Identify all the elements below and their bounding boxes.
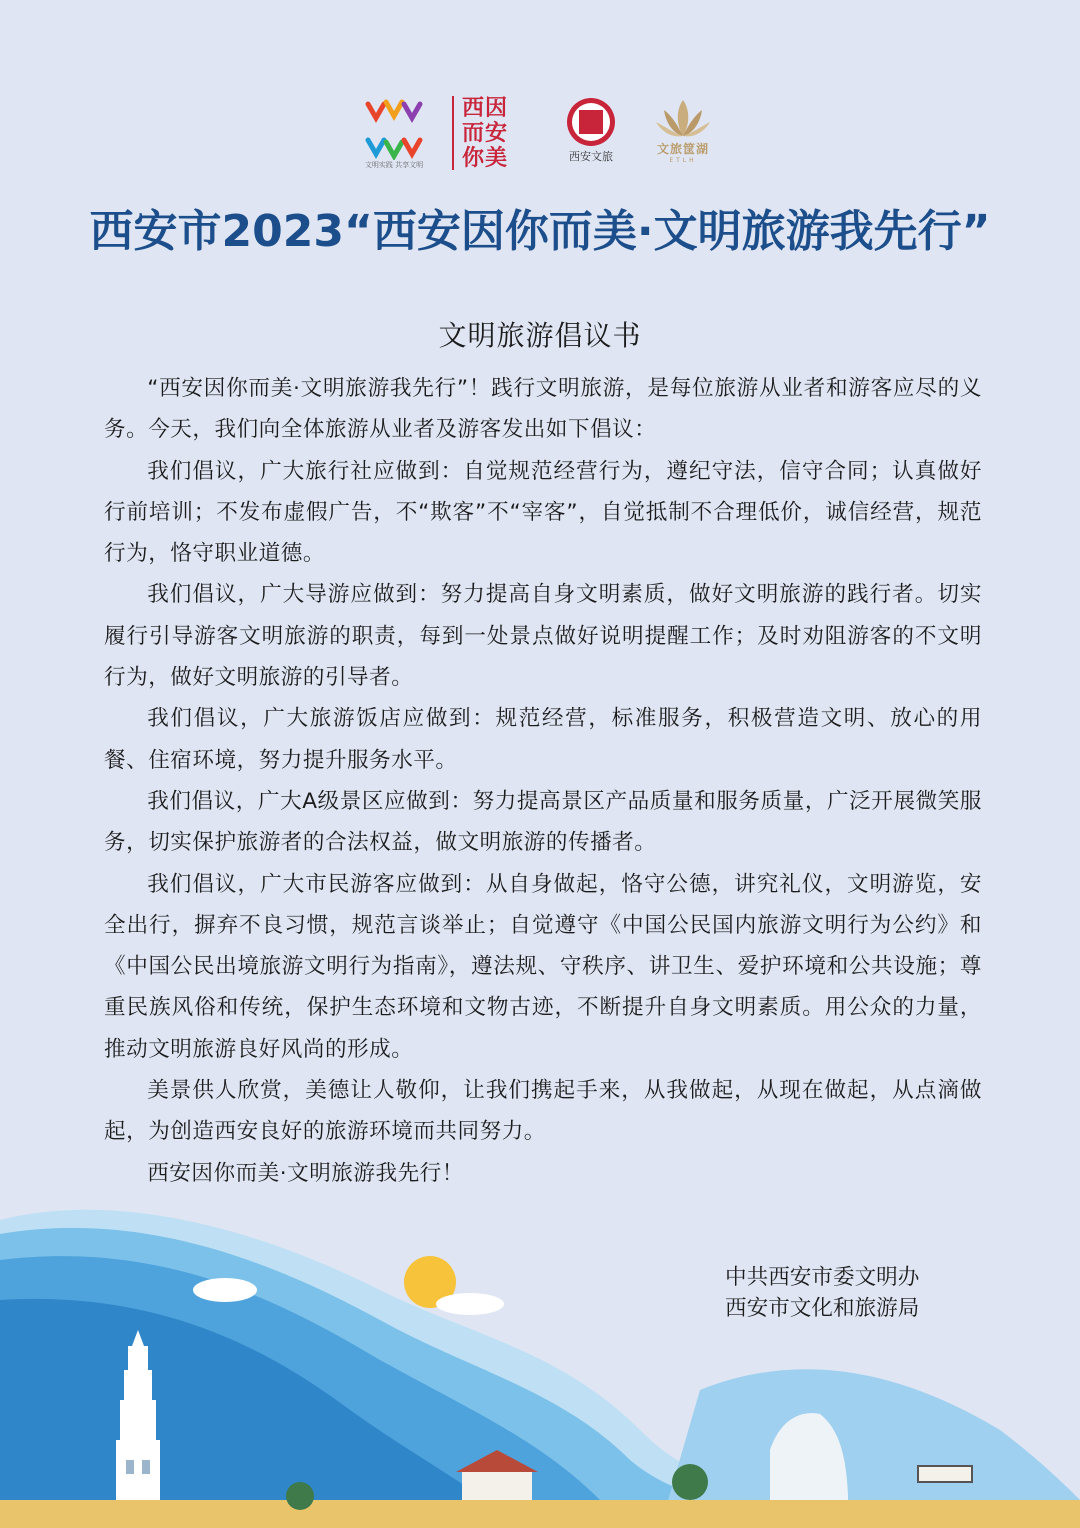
paragraph: 我们倡议，广大A级景区应做到：努力提高景区产品质量和服务质量，广泛开展微笑服务，切实保护旅游者的合法权益，做文明旅游的传播者。 <box>104 788 982 856</box>
ground <box>0 1500 1080 1528</box>
paragraph: 我们倡议，广大导游应做到：努力提高自身文明素质，做好文明旅游的践行者。切实履行引导游客文明旅游的职责，每到一处景点做好说明提醒工作；及时劝阻游客的不文明行为，做好文明旅游的引导者。 <box>104 582 982 691</box>
changan-seal-logo <box>560 96 622 170</box>
signature-line: 西安市文化和旅游局 <box>725 1296 920 1321</box>
signature-block <box>725 1262 919 1324</box>
colorful-figures-icon <box>362 96 426 160</box>
paragraph: 我们倡议，广大旅行社应做到：自觉规范经营行为，遵纪守法，信守合同；认真做好行前培训；不发布虚假广告，不“欺客”不“宰客”，自觉抵制不合理低价，诚信经营，规范行为，恪守职业道德。 <box>104 458 982 567</box>
paragraph: 西安因你而美·文明旅游我先行！ <box>147 1160 464 1186</box>
paragraph: “西安因你而美·文明旅游我先行”！践行文明旅游，是每位旅游从业者和游客应尽的义务。今天，我们向全体旅游从业者及游客发出如下倡议： <box>104 376 982 443</box>
signpost-icon <box>918 1466 972 1482</box>
lotus-icon <box>654 96 712 140</box>
logo-row <box>0 96 1080 176</box>
wave-scenery <box>0 1200 1080 1528</box>
lotus-logo-text: 文旅筐湖 <box>656 142 709 156</box>
cloud-icon <box>193 1278 257 1302</box>
logo-slogan-text: 文明实践 共享文明 <box>364 161 424 169</box>
paragraph: 美景供人欣赏，美德让人敬仰，让我们携起手来，从我做起，从现在做起，从点滴做起，为创造西安良好的旅游环境而共同努力。 <box>104 1078 982 1145</box>
xian-because-of-you-logo <box>452 96 534 170</box>
colorful-slogan-logo <box>362 96 426 170</box>
seal-caption: 西安文旅 <box>569 150 613 163</box>
proposal-body <box>104 368 982 1194</box>
cloud-icon <box>436 1293 504 1315</box>
page-title: 西安市2023“西安因你而美·文明旅游我先行” <box>89 206 991 257</box>
signature-line: 中共西安市委文明办 <box>725 1265 920 1290</box>
seal-icon <box>565 96 617 148</box>
wenlv-lotus-logo <box>648 96 718 170</box>
paragraph: 我们倡议，广大旅游饭店应做到：规范经营，标准服务，积极营造文明、放心的用餐、住宿环境，努力提升服务水平。 <box>104 706 982 773</box>
logo-red-text: 西因而安你美 <box>462 95 509 171</box>
document-subtitle: 文明旅游倡议书 <box>438 319 642 352</box>
tree-icon <box>286 1482 314 1510</box>
tree-icon <box>672 1464 708 1500</box>
paragraph: 我们倡议，广大市民游客应做到：从自身做起，恪守公德，讲究礼仪，文明游览，安全出行，摒弃不良习惯，规范言谈举止；自觉遵守《中国公民国内旅游文明行为公约》和《中国公民出境旅游文明行为指南》，遵法规、守秩序、讲卫生、爱护环境和公共设施；尊重民族风俗和传统，保护生态环境和文物古迹，不断提升自身文明素质。用公众的力量，推动文明旅游良好风尚的形成。 <box>104 871 982 1062</box>
lotus-logo-subtext: ETLH <box>669 157 697 164</box>
